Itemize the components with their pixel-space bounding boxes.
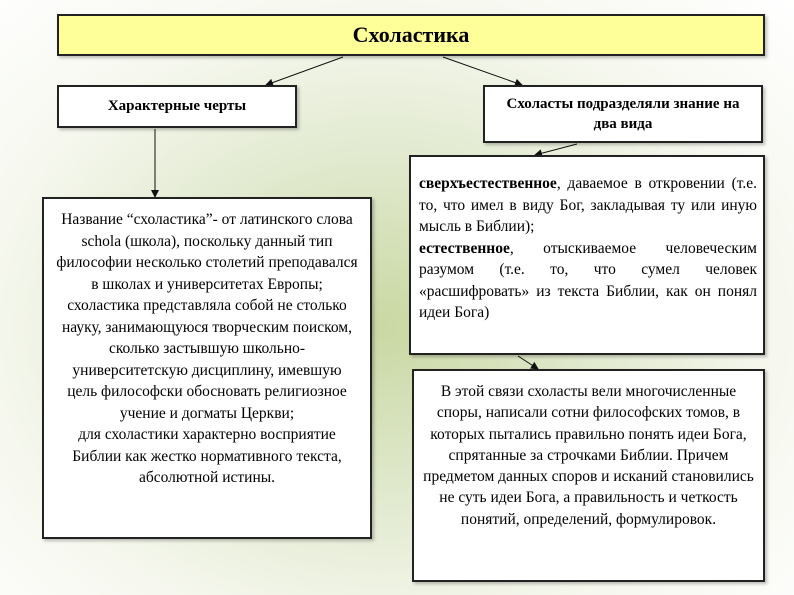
supernatural-term: сверхъестественное [419,175,557,192]
natural-knowledge [419,238,757,324]
knowledge-types-header-box [483,85,763,143]
characteristics-text: Название “схоластика”- от латинского слова schola (школа), поскольку данный тип философии несколько столетий преподавался в школах и университетах Европы; схоластика представляла собой не столько науку, занимающуюся творческим поиском, сколько застывшую школьно-университетскую дисциплину, имевшую цель философски обосновать религиозное учение и догматы Церкви; для схоластики характерно восприятие Библии как жестко нормативного текста, абсолютной истины. [56,211,358,486]
title-box [57,14,765,56]
supernatural-knowledge [419,173,757,238]
conclusion-text: В этой связи схоласты вели многочисленные споры, написали сотни философских томов, в которых пытались правильно понять идеи Бога, спрятанные за строчками Библии. Причем предметом данных споров и исканий становились не суть идеи Бога, а правильность и четкость понятий, определений, формулировок. [423,383,754,528]
natural-term: естественное [419,239,510,257]
arrow-right-header-to-knowledge [535,144,577,155]
characteristics-header-box [57,85,297,128]
characteristics-text-box [42,197,372,539]
conclusion-text-box [412,369,765,582]
arrow-knowledge-to-conclusion [518,356,538,369]
characteristics-header: Характерные черты [107,98,247,114]
diagram-title: Схоластика [352,22,470,47]
natural-description: , отыскиваемое человеческим разумом (т.е. то, что сумел человек «расшифровать» из текста Библии, как он понял идеи Бога) [419,239,757,321]
supernatural-description: , даваемое в откровении (т.е. то, что имел в виду Бог, закладывая ту или иную мысль в Библии); [419,175,757,235]
arrow-title-to-left [266,57,343,85]
knowledge-types-header: Схоласты подразделяли знание на два вида [506,95,740,132]
arrow-title-to-right [443,57,522,85]
knowledge-types-text-box [409,155,765,355]
